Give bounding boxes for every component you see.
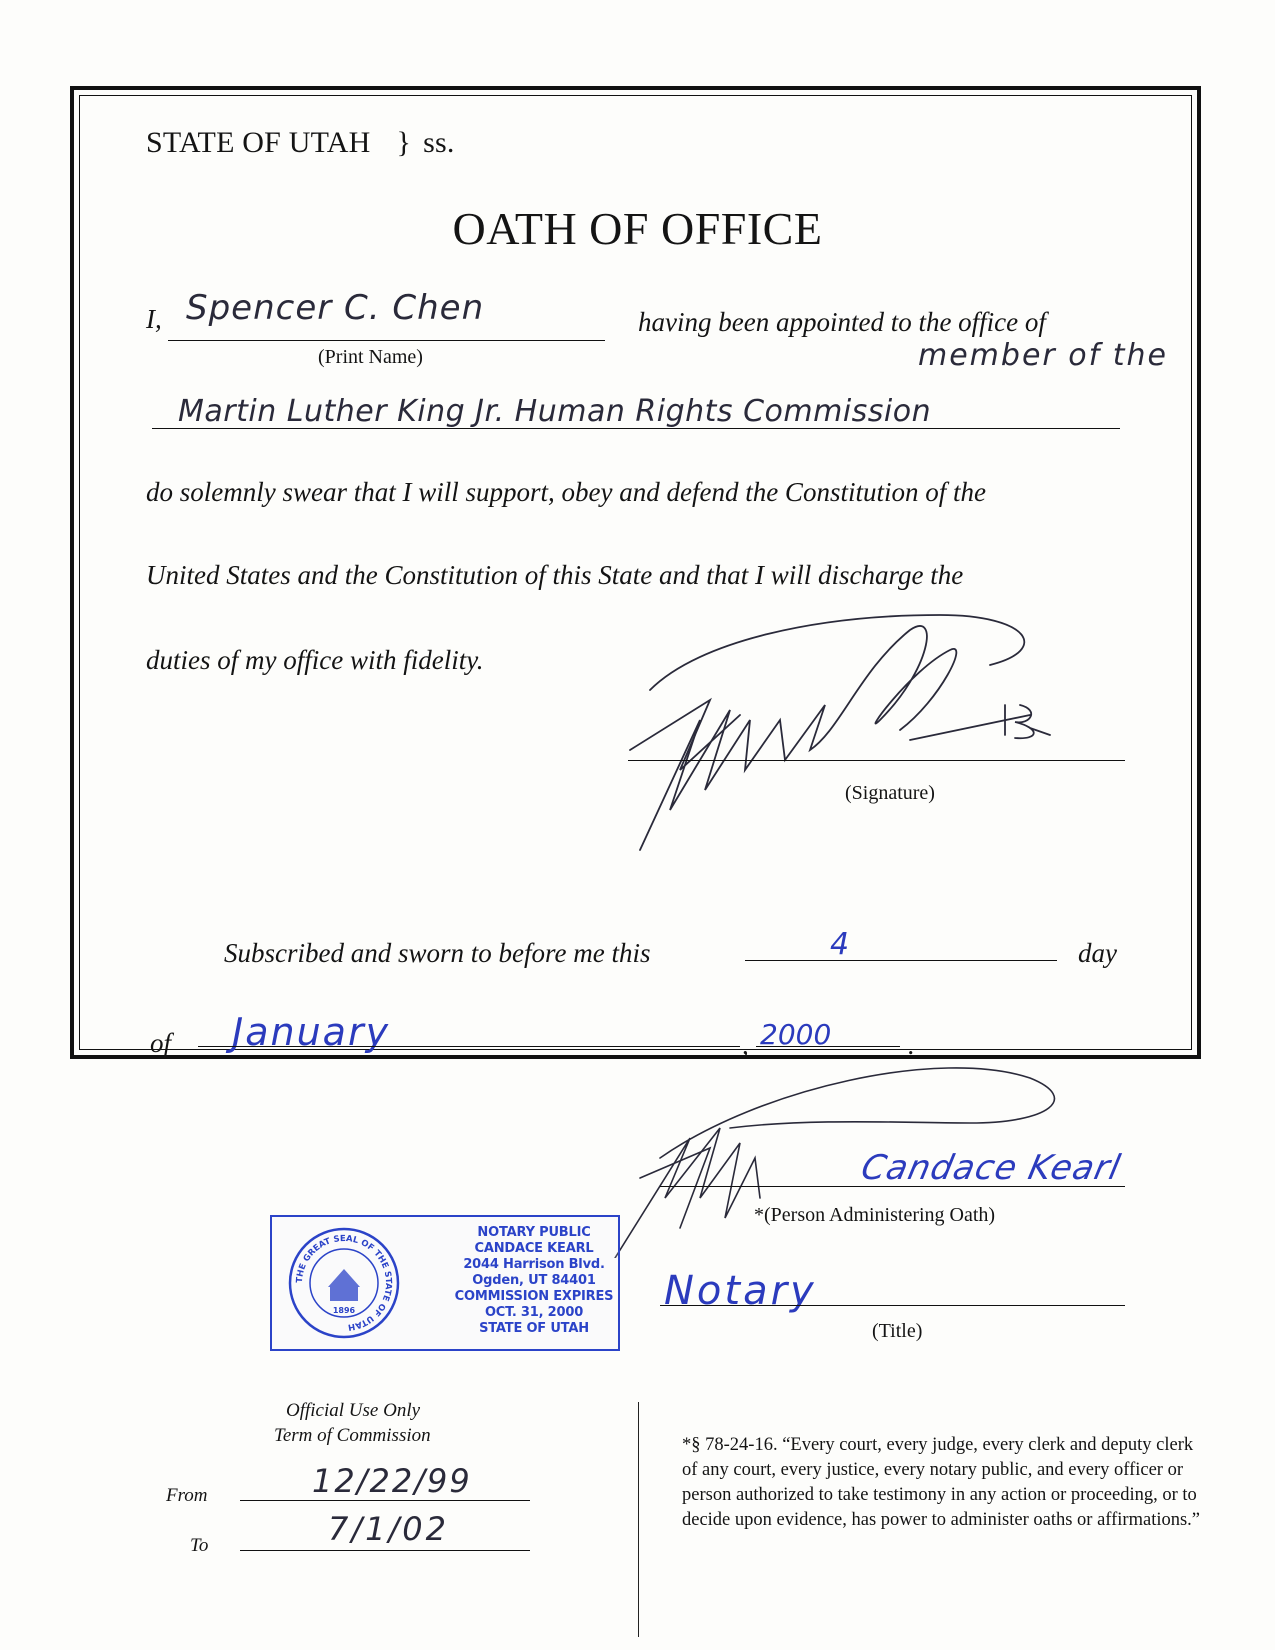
stamp-line: 2044 Harrison Blvd. [463, 1257, 605, 1272]
administrator-caption: *(Person Administering Oath) [754, 1204, 996, 1226]
oath-paragraph-line2: United States and the Constitution of this State and that I will discharge the [146, 560, 964, 590]
of-label: of [150, 1028, 172, 1058]
to-label: To [190, 1535, 209, 1556]
stamp-line: OCT. 31, 2000 [484, 1305, 584, 1320]
section-divider [638, 1402, 639, 1637]
year-line [756, 1046, 900, 1047]
title-line [660, 1305, 1125, 1306]
from-value: 12/22/99 [312, 1462, 472, 1500]
day-value: 4 [830, 927, 850, 962]
official-use-heading: Official Use Only [286, 1400, 421, 1421]
from-label: From [166, 1485, 208, 1506]
oath-paragraph-line3: duties of my office with fidelity. [146, 645, 484, 675]
title-value: Notary [664, 1268, 817, 1314]
stamp-line: Ogden, UT 84401 [472, 1273, 596, 1288]
to-line [240, 1550, 530, 1551]
stamp-line: NOTARY PUBLIC [477, 1225, 591, 1240]
title-caption: (Title) [872, 1320, 923, 1342]
office-line [152, 428, 1120, 429]
seal-year: 1896 [332, 1306, 356, 1315]
comma: , [742, 1030, 749, 1060]
oath-signature-scribble [610, 610, 1070, 860]
oath-paragraph-line1: do solemnly swear that I will support, obey and defend the Constitution of the [146, 477, 986, 507]
print-name-caption: (Print Name) [318, 346, 423, 368]
notary-stamp [270, 1215, 620, 1351]
state-heading [146, 126, 455, 160]
state-seal-icon [288, 1227, 400, 1339]
office-value-line2: Martin Luther King Jr. Human Rights Commission [178, 394, 932, 429]
office-value-line1: member of the [918, 338, 1168, 373]
subscribed-text: Subscribed and sworn to before me this [224, 938, 651, 968]
appointed-text: having been appointed to the office of [638, 307, 1046, 337]
signature-caption: (Signature) [845, 782, 935, 804]
month-line [198, 1046, 740, 1047]
ss-label: ss. [423, 126, 455, 159]
oath-prefix: I, [146, 304, 162, 334]
signature-line [628, 760, 1125, 761]
statute-footnote: *§ 78-24-16. “Every court, every judge, every clerk and deputy clerk of any court, every justice, every notary public, and every officer or person authorized to take testimony in any action or proceeding, or to decide upon evidence, has power to administer oaths or affirmations.” [682, 1435, 1201, 1530]
to-value: 7/1/02 [328, 1510, 449, 1548]
stamp-line: STATE OF UTAH [479, 1321, 589, 1336]
administrator-signature: Candace Kearl [857, 1148, 1125, 1188]
print-name-line [168, 340, 605, 341]
administrator-line [660, 1186, 1125, 1187]
day-label: day [1078, 938, 1117, 968]
month-value: January [232, 1010, 391, 1054]
seal-text: THE GREAT SEAL OF THE STATE OF UTAH [294, 1233, 394, 1332]
term-of-commission-heading: Term of Commission [274, 1425, 431, 1446]
from-line [240, 1500, 530, 1501]
year-value: 2000 [760, 1018, 832, 1051]
period: . [908, 1030, 915, 1060]
day-line [745, 960, 1057, 961]
stamp-line: CANDACE KEARL [474, 1241, 594, 1256]
state-name: STATE OF UTAH [146, 126, 371, 159]
stamp-text [448, 1225, 620, 1337]
stamp-line: COMMISSION EXPIRES [454, 1289, 614, 1304]
brace: } [396, 126, 412, 159]
page-title: OATH OF OFFICE [452, 203, 823, 254]
print-name-value: Spencer C. Chen [186, 288, 485, 328]
